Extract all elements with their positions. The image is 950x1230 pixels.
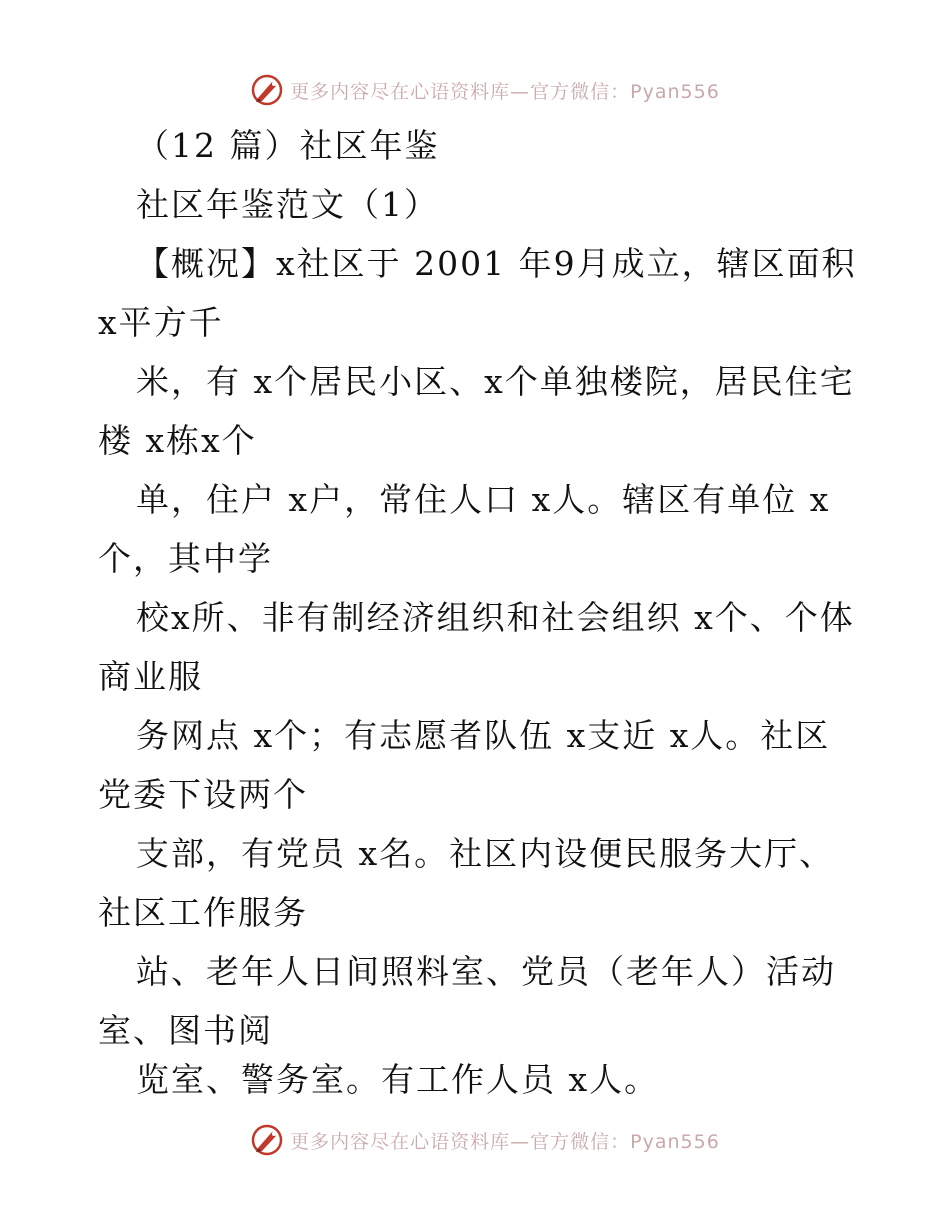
paragraph-line: x平方千 (98, 303, 224, 342)
paragraph-line: 个，其中学 (98, 539, 273, 578)
footer-banner-content (250, 1123, 720, 1157)
paragraph-line: 室、图书阅 (98, 1011, 273, 1050)
header-wechat-id: Pyan556 (630, 80, 720, 103)
paragraph-line: 商业服 (98, 657, 203, 696)
paragraph-line: 单，住户 x户，常住人口 x人。辖区有单位 x (136, 480, 831, 519)
paragraph-line: 校x所、非有制经济组织和社会组织 x个、个体 (136, 598, 855, 637)
header-banner-text: 更多内容尽在心语资料库—官方微信：Pyan556 (290, 80, 720, 103)
paragraph-line: 站、老年人日间照料室、党员（老年人）活动 (136, 952, 836, 991)
document-subtitle: 社区年鉴范文（1） (136, 185, 439, 224)
paragraph-line: 米，有 x个居民小区、x个单独楼院，居民住宅 (136, 362, 855, 401)
paragraph-line: 支部，有党员 x名。社区内设便民服务大厅、 (136, 834, 835, 873)
footer-banner (0, 1120, 950, 1160)
paragraph-line: 社区工作服务 (98, 893, 308, 932)
footer-wechat-id: Pyan556 (630, 1130, 720, 1153)
footer-banner-text: 更多内容尽在心语资料库—官方微信：Pyan556 (290, 1130, 720, 1153)
pen-logo-icon (250, 1123, 284, 1157)
paragraph-line: 【概况】x社区于 2001 年9月成立，辖区面积 (136, 244, 857, 283)
paragraph-line: 党委下设两个 (98, 775, 308, 814)
document-title: （12 篇）社区年鉴 (136, 126, 440, 165)
paragraph-line: 楼 x栋x个 (98, 421, 257, 460)
paragraph-line: 务网点 x个；有志愿者队伍 x支近 x人。社区 (136, 716, 831, 755)
paragraph-line: 览室、警务室。有工作人员 x人。 (136, 1060, 660, 1099)
